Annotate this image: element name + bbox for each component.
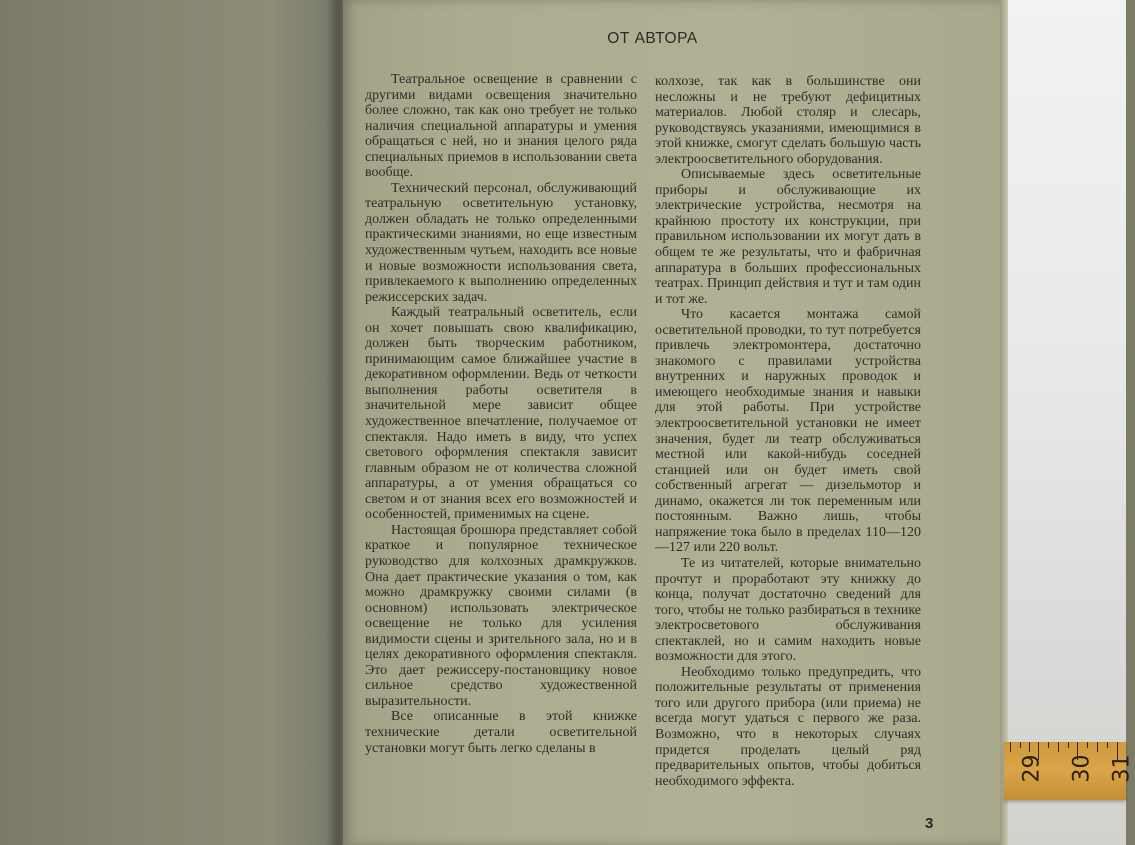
tape-tick	[1068, 742, 1069, 748]
tape-tick	[1107, 742, 1108, 748]
tape-tick	[1097, 742, 1098, 752]
paragraph: колхозе, так как в большинстве они несложны и не требуют дефицитных материалов. Любой столяр и слесарь, руководствуясь указаниями, имеющимися в этой книжке, смогут сделать большую часть электроосветительного оборудования.	[655, 74, 921, 167]
tape-tick	[1010, 742, 1011, 752]
page-edge	[1000, 0, 1008, 845]
tape-tick	[1048, 742, 1049, 748]
measuring-tape	[1004, 742, 1135, 800]
tape-number: 30	[1069, 754, 1095, 783]
text-column-right	[655, 74, 921, 844]
paragraph: Описываемые здесь осветительные приборы и обслуживающие их электрические устройства, несмотря на крайнюю простоту их конструкции, при правильном использовании их могут дать в общем те же результаты, что и фабричная аппаратура в больших профессиональных театрах. Принцип действия и тут и там один и тот же.	[655, 167, 921, 307]
tape-tick	[1087, 742, 1088, 748]
tape-number: 29	[1019, 754, 1045, 783]
page-title: ОТ АВТОРА	[607, 30, 698, 47]
paragraph: Настоящая брошюра представляет собой краткое и популярное техническое руководство для колхозных драмкружков. Она дает практические указания о том, как можно драмкружку своими силами (в основном) использовать электрическое освещение не только для усиления видимости сцены и зрительного зала, но и в целях декоративного оформления спектакля. Это дает режиссеру-постановщику новое сильное средство художественной выразительности.	[365, 522, 637, 709]
paragraph: Все описанные в этой книжке технические детали осветительной установки могут быть легко сделаны в	[365, 709, 637, 756]
tape-tick	[1058, 742, 1059, 752]
page-number: 3	[925, 815, 934, 832]
paragraph: Те из читателей, которые внимательно прочтут и проработают эту книжку до конца, получат достаточно сведений для того, чтобы не только разбираться в технике электросветового обслуживания спектаклей, но и самим находить новые возможности для этого.	[655, 555, 921, 665]
tape-number: 31	[1109, 754, 1135, 783]
paragraph: Что касается монтажа самой осветительной проводки, то тут потребуется привлечь электромонтера, достаточно знакомого с правилами устройства внутренних и наружных проводок и имеющего необходимые знания и навыки для этой работы. При устройстве электроосветительной установки не имеет значения, будет ли театр обслуживаться местной или какой-нибудь соседней станцией или он будет иметь свой собственный агрегат — дизельмотор и динамо, окажется ли ток переменным или постоянным. Важно лишь, чтобы напряжение тока было в пределах 110—120—127 или 220 вольт.	[655, 307, 921, 556]
paragraph: Театральное освещение в сравнении с другими видами освещения значительно более сложно, так как оно требует не только наличия специальной аппаратуры и умения обращаться с ней, но и знания целого ряда специальных приемов в использовании света вообще.	[365, 72, 637, 181]
left-page	[0, 0, 342, 845]
tape-tick	[1029, 742, 1030, 752]
paragraph: Необходимо только предупредить, что положительные результаты от применения того или другого прибора (или приема) не всегда могут удаться с первого же раза. Возможно, что в некоторых случаях придется проделать целый ряд предварительных опытов, чтобы добиться необходимого эффекта.	[655, 664, 921, 789]
text-column-left	[365, 72, 637, 842]
tape-tick	[1020, 742, 1021, 748]
paragraph: Технический персонал, обслуживающий театральную осветительную установку, должен обладать не только определенными практическими знаниями, но еще известным художественным чутьем, находить все новые и новые возможности использования света, привлекаемого к выполнению определенных режиссерских задач.	[365, 180, 637, 305]
table-surface	[1008, 0, 1126, 845]
paragraph: Каждый театральный осветитель, если он хочет повышать свою квалификацию, должен быть творческим работником, принимающим самое ближайшее участие в декоративном оформлении. Ведь от четкости выполнения работы осветителя в значительной мере зависит общее художественное впечатление, получаемое от спектакля. Надо иметь в виду, что успех светового оформления спектакля зависит главным образом не от количества сложной аппаратуры, а от умения обращаться со светом и от знания всех его возможностей и особенностей, применимых на сцене.	[365, 305, 637, 523]
